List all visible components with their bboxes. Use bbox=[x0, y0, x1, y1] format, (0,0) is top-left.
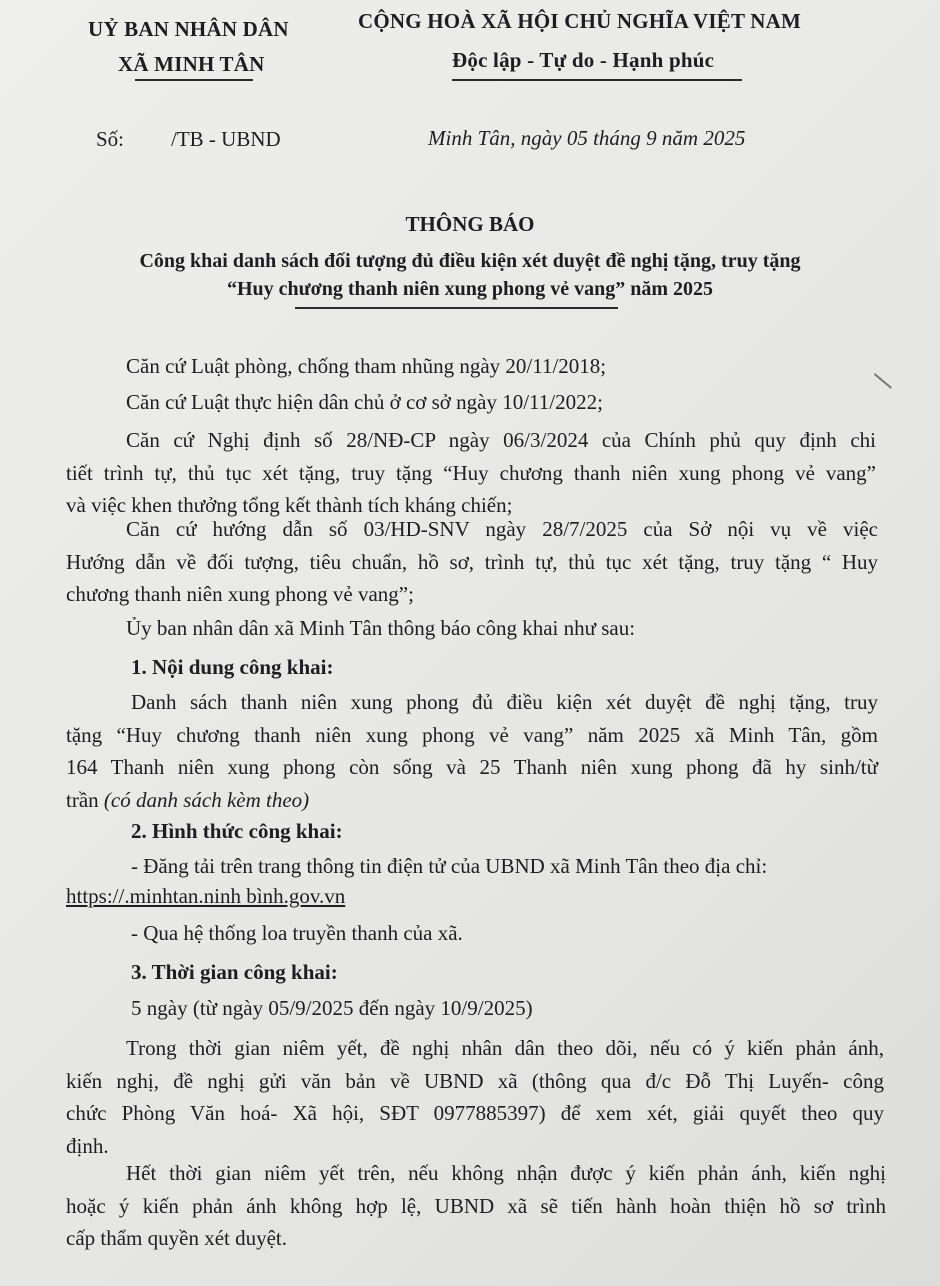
section-2-heading: 2. Hình thức công khai: bbox=[131, 819, 343, 843]
section-2-posting: - Đăng tải trên trang thông tin điện tử của UBND xã Minh Tân theo địa chỉ: bbox=[131, 854, 768, 878]
place-date: Minh Tân, ngày 05 tháng 9 năm 2025 bbox=[428, 126, 746, 150]
section-2-loudspeaker: - Qua hệ thống loa truyền thanh của xã. bbox=[131, 921, 463, 945]
document-title: THÔNG BÁO bbox=[405, 212, 535, 236]
title-underline bbox=[295, 307, 618, 309]
section-3-heading: 3. Thời gian công khai: bbox=[131, 960, 338, 984]
org-underline bbox=[135, 79, 253, 81]
nation-motto: Độc lập - Tự do - Hạnh phúc bbox=[452, 48, 715, 72]
section-1-heading: 1. Nội dung công khai: bbox=[131, 655, 334, 679]
document-subtitle-line2: “Huy chương thanh niên xung phong vẻ vang” năm 2025 bbox=[227, 278, 713, 300]
section-3-period: 5 ngày (từ ngày 05/9/2025 đến ngày 10/9/2025) bbox=[131, 996, 533, 1020]
closing-paragraph: Hết thời gian niêm yết trên, nếu không nhận được ý kiến phản ánh, kiến nghị hoặc ý kiến phản ánh không hợp lệ, UBND xã sẽ tiến hành hoàn thiện hồ sơ trình cấp thẩm quyền xét duyệt. bbox=[66, 1161, 886, 1250]
nation-name: CỘNG HOÀ XÃ HỘI CHỦ NGHĨA VIỆT NAM bbox=[358, 9, 801, 33]
section-1-content: Danh sách thanh niên xung phong đủ điều kiện xét duyệt đề nghị tặng, truy tặng “Huy chương thanh niên xung phong vẻ vang” năm 2025 xã Minh Tân, gồm 164 Thanh niên xung phong còn sống và 25 Thanh niên xung phong đã hy sinh/từ trần (có danh sách kèm theo) bbox=[66, 690, 878, 812]
org-subname: XÃ MINH TÂN bbox=[118, 52, 265, 76]
website-link[interactable]: https://.minhtan.ninh bình.gov.vn bbox=[66, 884, 346, 908]
announcement-intro: Ủy ban nhân dân xã Minh Tân thông báo công khai như sau: bbox=[126, 616, 636, 640]
document-subtitle-line1: Công khai danh sách đối tượng đủ điều kiện xét duyệt đề nghị tặng, truy tặng bbox=[139, 250, 801, 272]
legal-basis-1: Căn cứ Luật phòng, chống tham nhũng ngày 20/11/2018; bbox=[126, 354, 607, 378]
org-name: UỶ BAN NHÂN DÂN bbox=[88, 17, 289, 41]
document-number: /TB - UBND bbox=[171, 127, 281, 151]
document-number-label: Số: bbox=[96, 127, 125, 151]
pen-mark bbox=[874, 373, 892, 388]
legal-basis-2: Căn cứ Luật thực hiện dân chủ ở cơ sở ngày 10/11/2022; bbox=[126, 390, 603, 414]
legal-basis-4: Căn cứ hướng dẫn số 03/HD-SNV ngày 28/7/2025 của Sở nội vụ về việc Hướng dẫn về đối tượng, tiêu chuẩn, hồ sơ, trình tự, thủ tục xét tặng, truy tặng “ Huy chương thanh niên xung phong vẻ vang”; bbox=[66, 517, 878, 606]
motto-underline bbox=[452, 79, 742, 81]
feedback-paragraph: Trong thời gian niêm yết, đề nghị nhân dân theo dõi, nếu có ý kiến phản ánh, kiến nghị, đề nghị gửi văn bản về UBND xã (thông qua đ/c Đỗ Thị Luyến- công chức Phòng Văn hoá- Xã hội, SĐT 0977885397) để xem xét, giải quyết theo quy định. bbox=[66, 1036, 884, 1158]
legal-basis-3: Căn cứ Nghị định số 28/NĐ-CP ngày 06/3/2024 của Chính phủ quy định chi tiết trình tự, thủ tục xét tặng, truy tặng “Huy chương thanh niên xung phong vẻ vang” và việc khen thưởng tổng kết thành tích kháng chiến; bbox=[66, 428, 876, 517]
